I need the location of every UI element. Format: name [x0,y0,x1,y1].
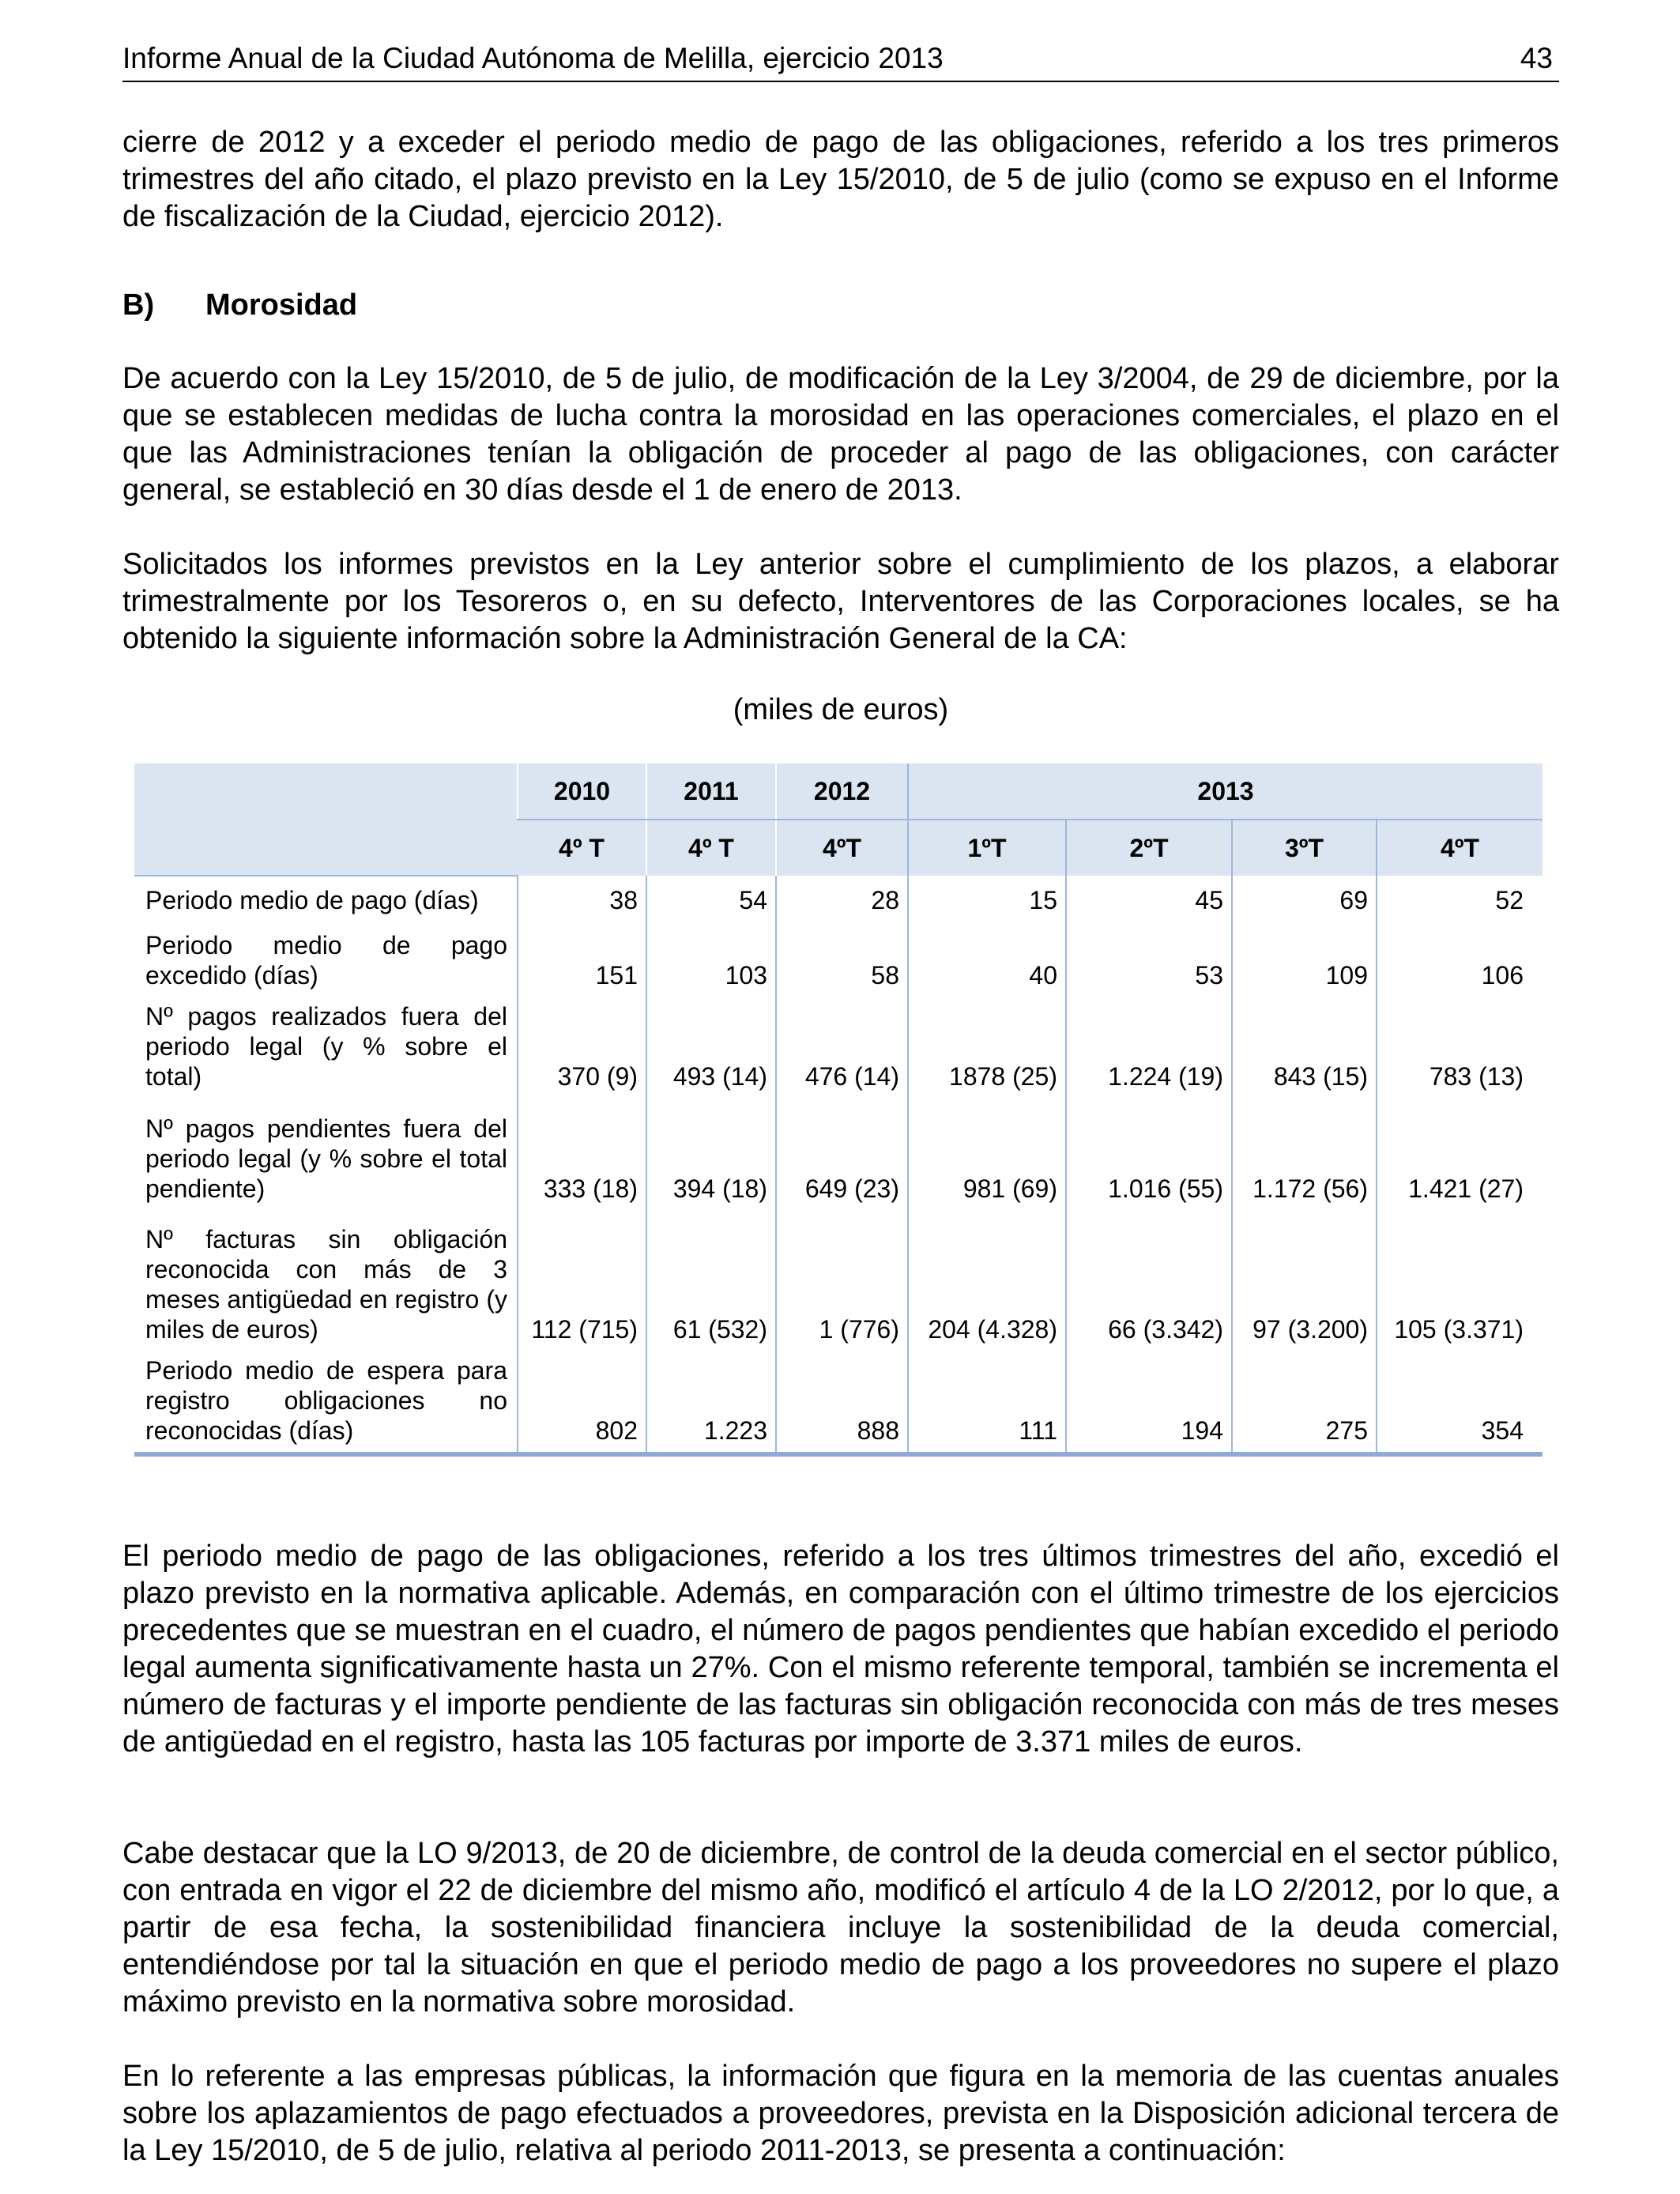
table-cell: 394 (18) [646,1109,776,1220]
table-cell: 97 (3.200) [1232,1220,1377,1351]
year-header: 2012 [776,763,908,820]
table-cell: 151 [518,925,646,997]
table-cell: 354 [1377,1351,1543,1454]
section-heading [122,286,357,324]
table-cell: 275 [1232,1351,1377,1454]
table-row [134,876,1543,925]
table-row [134,1109,1543,1220]
quarter-header: 4º T [518,820,646,876]
table-cell: 194 [1066,1351,1232,1454]
row-label: Nº facturas sin obligación reconocida con más de 3 meses antigüedad en registro (y miles de euros) [145,1225,507,1344]
table-year-row [134,763,1543,820]
table-cell: 1.224 (19) [1066,997,1232,1109]
paragraph-5: Cabe destacar que la LO 9/2013, de 20 de diciembre, de control de la deuda comercial en el sector público, con entrada en vigor el 22 de diciembre del mismo año, modificó el artículo 4 de la LO 2/2012, por lo que, a partir de esa fecha, la sostenibilidad financiera incluye la sostenibilidad de la deuda comercial, entendiéndose por tal la situación en que el periodo medio de pago a los proveedores no supere el plazo máximo previsto en la normativa sobre morosidad. [122,1837,1559,2019]
section-title: Morosidad [205,288,358,322]
table-cell: 28 [776,876,908,925]
table-row [134,997,1543,1109]
table-cell: 40 [908,925,1066,997]
quarter-header: 4º T [646,820,776,876]
table-cell: 111 [908,1351,1066,1454]
table-cell: 981 (69) [908,1109,1066,1220]
paragraph-2: De acuerdo con la Ley 15/2010, de 5 de julio, de modificación de la Ley 3/2004, de 29 de diciembre, por la que se establecen medidas de lucha contra la morosidad en las operaciones comerciales, el plazo en el que las Administraciones tenían la obligación de proceder al pago de las obligaciones, con carácter general, se estableció en 30 días desde el 1 de enero de 2013. [122,362,1559,507]
paragraph-1: cierre de 2012 y a exceder el periodo medio de pago de las obligaciones, referido a los tres primeros trimestres del año citado, el plazo previsto en la Ley 15/2010, de 5 de julio (como se expuso en el Informe de fiscalización de la Ciudad, ejercicio 2012). [122,126,1559,233]
quarter-header: 1ºT [908,820,1066,876]
table-cell: 52 [1377,876,1543,925]
morosidad-table [134,763,1543,1457]
quarter-header: 2ºT [1066,820,1232,876]
table-cell: 109 [1232,925,1377,997]
table-cell: 649 (23) [776,1109,908,1220]
table-cell: 15 [908,876,1066,925]
row-label: Nº pagos realizados fuera del periodo legal (y % sobre el total) [145,1002,507,1091]
table-cell: 1.421 (27) [1377,1109,1543,1220]
table-cell: 66 (3.342) [1066,1220,1232,1351]
table-cell: 888 [776,1351,908,1454]
table-row [134,1351,1543,1454]
table-row [134,1220,1543,1351]
page-number: 43 [1520,42,1553,74]
paragraph-6: En lo referente a las empresas públicas, la información que figura en la memoria de las cuentas anuales sobre los aplazamientos de pago efectuados a proveedores, prevista en la Disposición adicional tercera de la Ley 15/2010, de 5 de julio, relativa al periodo 2011-2013, se presenta a continuación: [122,2060,1559,2167]
table-cell: 802 [518,1351,646,1454]
quarter-header: 4ºT [776,820,908,876]
table-cell: 370 (9) [518,997,646,1109]
year-header: 2011 [646,763,776,820]
table-cell: 58 [776,925,908,997]
page-header [122,40,1559,82]
table-units-caption: (miles de euros) [733,693,949,726]
table-cell: 54 [646,876,776,925]
table-cell: 103 [646,925,776,997]
table-corner-cell [134,763,518,876]
table-cell: 61 (532) [646,1220,776,1351]
table-cell: 783 (13) [1377,997,1543,1109]
table-cell: 1.172 (56) [1232,1109,1377,1220]
header-title: Informe Anual de la Ciudad Autónoma de Melilla, ejercicio 2013 [122,42,944,74]
table-cell: 1 (776) [776,1220,908,1351]
table-cell: 1.016 (55) [1066,1109,1232,1220]
table-cell: 105 (3.371) [1377,1220,1543,1351]
table-cell: 112 (715) [518,1220,646,1351]
table-cell: 106 [1377,925,1543,997]
paragraph-4: El periodo medio de pago de las obligaciones, referido a los tres últimos trimestres del año, excedió el plazo previsto en la normativa aplicable. Además, en comparación con el último trimestre de los ejercicios precedentes que se muestran en el cuadro, el número de pagos pendientes que habían excedido el periodo legal aumenta significativamente hasta un 27%. Con el mismo referente temporal, también se incrementa el número de facturas y el importe pendiente de las facturas sin obligación reconocida con más de tres meses de antigüedad en el registro, hasta las 105 facturas por importe de 3.371 miles de euros. [122,1540,1559,1759]
table-row [134,925,1543,997]
table-cell: 1878 (25) [908,997,1066,1109]
table-cell: 69 [1232,876,1377,925]
table-cell: 53 [1066,925,1232,997]
row-label: Periodo medio de pago excedido (días) [145,931,507,990]
quarter-header: 3ºT [1232,820,1377,876]
table-cell: 45 [1066,876,1232,925]
table-cell: 493 (14) [646,997,776,1109]
row-label: Periodo medio de espera para registro obligaciones no reconocidas (días) [134,1351,518,1454]
section-number: B) [122,288,155,322]
table-cell: 843 (15) [1232,997,1377,1109]
table-cell: 1.223 [646,1351,776,1454]
quarter-header: 4ºT [1377,820,1543,876]
row-label: Nº pagos pendientes fuera del periodo legal (y % sobre el total pendiente) [145,1114,507,1203]
paragraph-3: Solicitados los informes previstos en la Ley anterior sobre el cumplimiento de los plazos, a elaborar trimestralmente por los Tesoreros o, en su defecto, Interventores de las Corporaciones locales, se ha obtenido la siguiente información sobre la Administración General de la CA: [122,548,1559,655]
row-label: Periodo medio de pago (días) [145,886,479,914]
table-cell: 38 [518,876,646,925]
year-header: 2010 [518,763,646,820]
table-cell: 476 (14) [776,997,908,1109]
table-cell: 333 (18) [518,1109,646,1220]
table-cell: 204 (4.328) [908,1220,1066,1351]
year-header: 2013 [908,763,1543,820]
